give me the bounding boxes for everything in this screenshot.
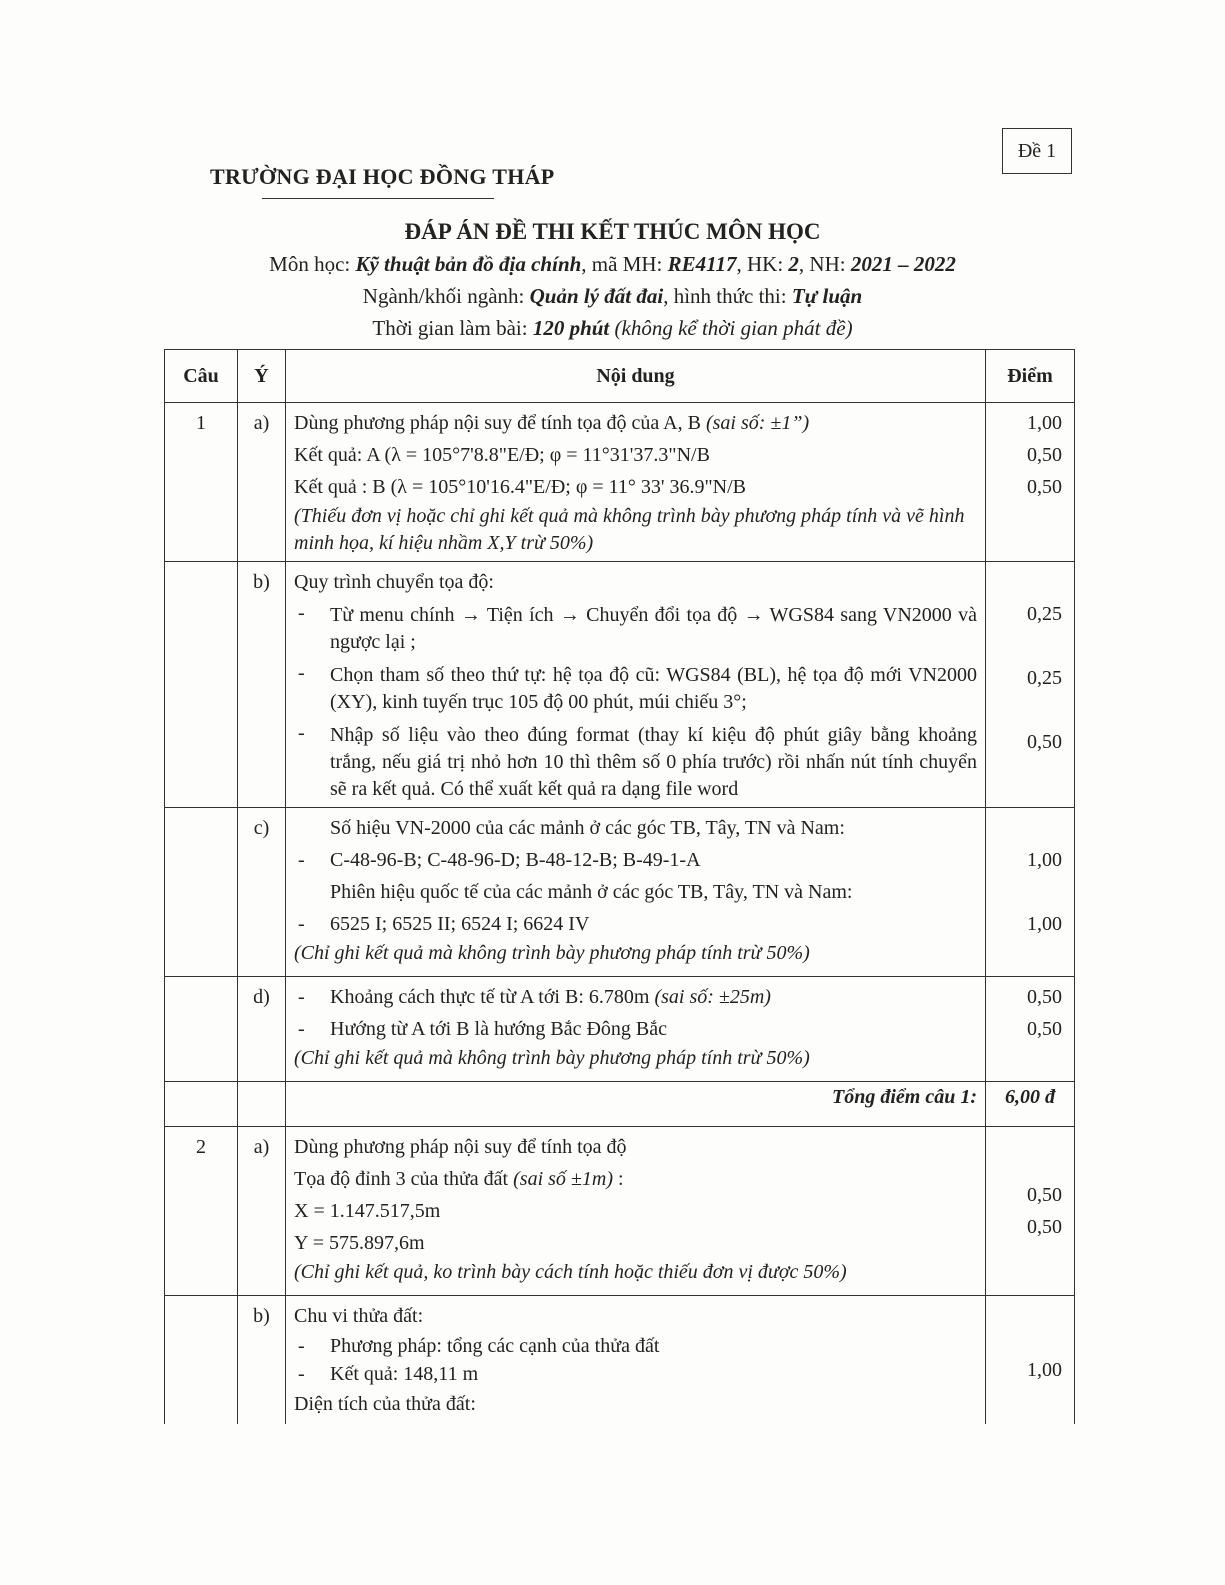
answer-content: Dùng phương pháp nội suy để tính tọa độ Tọa độ đỉnh 3 của thửa đất (sai số ±1m) : X = 1.147.517,5m Y = 575.897,6m (Chỉ ghi kết quả, ko trình bày cách tính hoặc thiếu đơn vị được 50%) xyxy=(286,1127,986,1296)
answer-table xyxy=(164,349,1075,1424)
course-code: RE4117 xyxy=(667,252,737,276)
total-row xyxy=(165,1082,1075,1127)
school-underline xyxy=(262,198,494,199)
table-row xyxy=(165,1127,1075,1296)
major-info-line: Ngành/khối ngành: Quản lý đất đai, hình thức thi: Tự luận xyxy=(362,284,863,308)
points-cell: 1,00 0,50 0,50 xyxy=(986,403,1075,562)
course-name: Kỹ thuật bản đồ địa chính xyxy=(355,252,582,276)
exam-form: Tự luận xyxy=(791,284,863,308)
question-number: 2 xyxy=(165,1127,238,1296)
sub-label: d) xyxy=(238,977,286,1082)
answer-content: Chu vi thửa đất: - Phương pháp: tổng các cạnh của thửa đất - Kết quả: 148,11 m Diện tích của thửa đất: xyxy=(286,1296,986,1425)
total-label: Tổng điểm câu 1: xyxy=(286,1082,986,1127)
exam-time: 120 phút xyxy=(532,316,610,340)
answer-content: Quy trình chuyển tọa độ: - Từ menu chính → Tiện ích → Chuyển đổi tọa độ → WGS84 sang VN2000 và ngược lại ; - Chọn tham số theo thứ tự: hệ tọa độ cũ: WGS84 (BL), hệ tọa độ mới VN2000 (XY), kinh tuyến trục 105 độ 00 phút, múi chiếu 3°; - Nhập số liệu vào theo đúng format (thay kí kiệu độ phút giây bằng khoảng trắng, nếu giá trị nhỏ hơn 10 thì thêm số 0 phía trước) rồi nhấn nút tính chuyển sẽ ra kết quả. Có thể xuất kết quả ra dạng file word xyxy=(286,562,986,808)
points-cell: 0,25 0,25 0,50 xyxy=(986,562,1075,808)
header-content: Nội dung xyxy=(286,350,986,403)
course-info-line: Môn học: Kỹ thuật bản đồ địa chính, mã MH: RE4117, HK: 2, NH: 2021 – 2022 xyxy=(269,252,956,276)
table-header xyxy=(165,350,1075,403)
term: 2 xyxy=(788,252,799,276)
major: Quản lý đất đai xyxy=(529,284,664,308)
header-points: Điểm xyxy=(986,350,1075,403)
time-info-line: Thời gian làm bài: 120 phút (không kể thời gian phát đề) xyxy=(372,316,853,340)
table-row xyxy=(165,808,1075,977)
table-row xyxy=(165,403,1075,562)
school-year: 2021 – 2022 xyxy=(850,252,956,276)
header-y: Ý xyxy=(238,350,286,403)
table-row xyxy=(165,562,1075,808)
exam-code-box xyxy=(1002,128,1072,174)
doc-title: ĐÁP ÁN ĐỀ THI KẾT THÚC MÔN HỌC xyxy=(404,219,821,244)
sub-label: a) xyxy=(238,1127,286,1296)
points-cell: 1,00 xyxy=(986,1296,1075,1425)
answer-content: Dùng phương pháp nội suy để tính tọa độ của A, B (sai số: ±1”) Kết quả: A (λ = 105°7'8.8"E/Đ; φ = 11°31'37.3"N/B Kết quả : B (λ = 105°10'16.4"E/Đ; φ = 11° 33' 36.9"N/B (Thiếu đơn vị hoặc chỉ ghi kết quả mà không trình bày phương pháp tính và vẽ hình minh họa, kí hiệu nhầm X,Y trừ 50%) xyxy=(286,403,986,562)
time-note: (không kể thời gian phát đề) xyxy=(609,316,853,340)
table-row xyxy=(165,977,1075,1082)
answer-content: Số hiệu VN-2000 của các mảnh ở các góc TB, Tây, TN và Nam: - C-48-96-B; C-48-96-D; B-48-12-B; B-49-1-A Phiên hiệu quốc tế của các mảnh ở các góc TB, Tây, TN và Nam: - 6525 I; 6525 II; 6524 I; 6624 IV (Chỉ ghi kết quả mà không trình bày phương pháp tính trừ 50%) xyxy=(286,808,986,977)
points-cell: 0,50 0,50 xyxy=(986,1127,1075,1296)
answer-content: - Khoảng cách thực tế từ A tới B: 6.780m (sai số: ±25m) - Hướng từ A tới B là hướng Bắc Đông Bắc (Chỉ ghi kết quả mà không trình bày phương pháp tính trừ 50%) xyxy=(286,977,986,1082)
exam-code: Đề 1 xyxy=(1017,139,1057,162)
total-points: 6,00 đ xyxy=(986,1082,1075,1127)
school-name: TRƯỜNG ĐẠI HỌC ĐỒNG THÁP xyxy=(210,164,555,189)
sub-label: c) xyxy=(238,808,286,977)
header-cau: Câu xyxy=(165,350,238,403)
question-number: 1 xyxy=(165,403,238,562)
points-cell: 0,50 0,50 xyxy=(986,977,1075,1082)
table-row xyxy=(165,1296,1075,1425)
points-cell: 1,00 1,00 xyxy=(986,808,1075,977)
sub-label: b) xyxy=(238,1296,286,1425)
sub-label: b) xyxy=(238,562,286,808)
sub-label: a) xyxy=(238,403,286,562)
